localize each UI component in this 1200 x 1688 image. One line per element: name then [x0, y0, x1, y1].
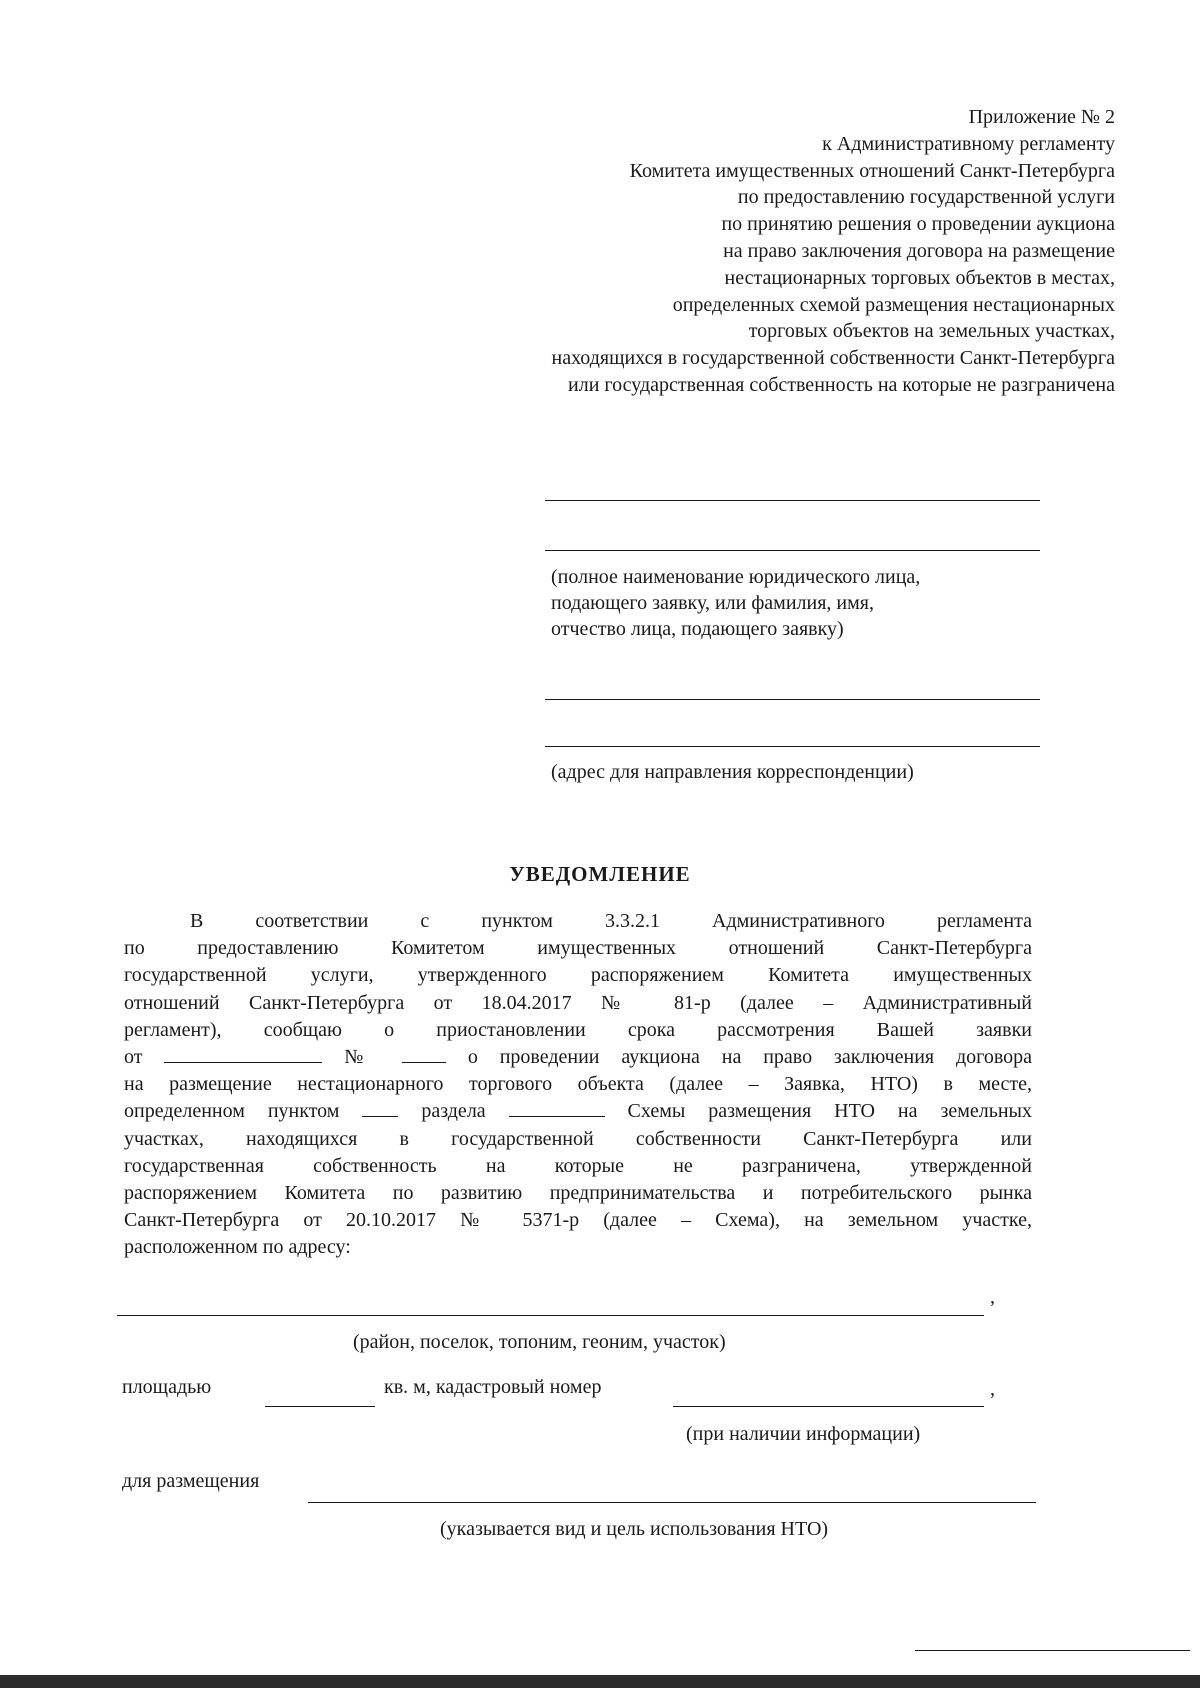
header-line-11: или государственная собственность на которые не разграничена	[568, 373, 1115, 396]
body-line: регламент), сообщаю о приостановлении срока рассмотрения Вашей заявки	[124, 1018, 1032, 1041]
scan-bottom-edge	[0, 1675, 1200, 1688]
cadastral-number-field[interactable]	[673, 1406, 984, 1407]
correspondence-address-line-2[interactable]	[545, 746, 1040, 747]
header-line-4: по предоставлению государственной услуги	[737, 186, 1115, 209]
cadastral-number-caption: (при наличии информации)	[686, 1423, 921, 1445]
header-line-3: Комитета имущественных отношений Санкт-Петербурга	[629, 159, 1115, 182]
applicant-name-line-2[interactable]	[545, 550, 1040, 551]
notification-body	[124, 908, 1032, 1262]
body-line: государственная собственность на которые не разграничена, утвержденной	[124, 1154, 1032, 1177]
purpose-label: для размещения	[122, 1470, 260, 1492]
correspondence-address-caption: (адрес для направления корреспонденции)	[551, 761, 914, 783]
purpose-field[interactable]	[308, 1502, 1036, 1503]
area-label: площадью	[122, 1376, 212, 1398]
body-line: государственной услуги, утвержденного распоряжением Комитета имущественных	[124, 964, 1032, 987]
scheme-item-blank[interactable]	[362, 1098, 398, 1117]
document-title: УВЕДОМЛЕНИЕ	[509, 862, 691, 886]
header-line-2: к Административному регламенту	[822, 132, 1115, 155]
land-plot-address-line[interactable]	[117, 1315, 984, 1316]
applicant-name-line-1[interactable]	[545, 500, 1040, 501]
header-line-7: нестационарных торговых объектов в местах,	[724, 266, 1115, 289]
comma: ,	[990, 1378, 995, 1400]
body-line-application-date: от № о проведении аукциона на право заключения договора	[124, 1046, 1033, 1069]
header-line-8: определенных схемой размещения нестационарных	[672, 293, 1115, 316]
area-unit-label: кв. м, кадастровый номер	[384, 1376, 602, 1398]
body-line: по предоставлению Комитетом имущественных отношений Санкт-Петербурга	[124, 937, 1032, 960]
area-field[interactable]	[265, 1406, 375, 1407]
header-line-9: торговых объектов на земельных участках,	[748, 320, 1115, 343]
body-line: участках, находящихся в государственной собственности Санкт-Петербурга или	[124, 1127, 1032, 1150]
body-line: В соответствии с пунктом 3.3.2.1 Административного регламента	[190, 910, 1032, 932]
application-date-blank[interactable]	[164, 1044, 322, 1063]
applicant-name-caption: (полное наименование юридического лица, подающего заявку, или фамилия, имя, отчество лица, подающего заявку)	[551, 566, 921, 640]
correspondence-address-line-1[interactable]	[545, 699, 1040, 700]
appendix-header	[355, 104, 1115, 399]
application-number-blank[interactable]	[402, 1044, 446, 1063]
header-line-10: находящихся в государственной собственности Санкт-Петербурга	[551, 347, 1115, 370]
body-line: отношений Санкт-Петербурга от 18.04.2017 № 81-р (далее – Административный	[124, 991, 1032, 1014]
scheme-section-blank[interactable]	[509, 1098, 605, 1117]
comma: ,	[990, 1286, 995, 1308]
body-line-scheme-item: определенном пунктом раздела Схемы размещения НТО на земельных	[124, 1100, 1032, 1123]
body-line: распоряжением Комитета по развитию предпринимательства и потребительского рынка	[124, 1182, 1032, 1205]
body-line: Санкт-Петербурга от 20.10.2017 № 5371-р (далее – Схема), на земельном участке,	[124, 1209, 1032, 1232]
purpose-caption: (указывается вид и цель использования НТО)	[440, 1518, 829, 1540]
body-line: на размещение нестационарного торгового объекта (далее – Заявка, НТО) в месте,	[124, 1073, 1032, 1096]
header-line-1: Приложение № 2	[968, 106, 1115, 128]
header-line-6: на право заключения договора на размещение	[723, 239, 1115, 262]
header-line-5: по принятию решения о проведении аукциона	[721, 213, 1115, 236]
body-line: расположенном по адресу:	[124, 1236, 351, 1259]
footer-rule	[915, 1650, 1190, 1651]
land-plot-address-caption: (район, поселок, топоним, геоним, участок)	[353, 1331, 726, 1353]
